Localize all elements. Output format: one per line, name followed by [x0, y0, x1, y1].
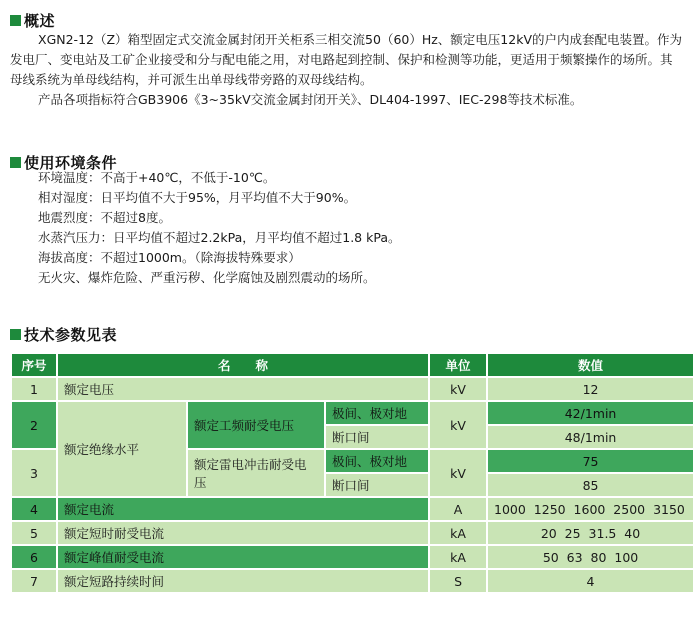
- row-name: 额定电压: [57, 377, 429, 401]
- spec-table: [10, 352, 695, 594]
- row-no: 6: [11, 545, 57, 569]
- row-unit: kV: [429, 377, 487, 401]
- row-unit: kA: [429, 545, 487, 569]
- overview-heading: [10, 10, 55, 31]
- row-value: 75: [487, 449, 694, 473]
- row-no: 1: [11, 377, 57, 401]
- header-no: 序号: [11, 353, 57, 377]
- overview-line-1: XGN2-12（Z）箱型固定式交流金属封闭开关柜系三相交流50（60）Hz、额定电压12kV的户内成套配电装置。作为: [38, 32, 683, 47]
- table-title: 技术参数见表: [24, 326, 118, 344]
- table-row: [11, 569, 694, 593]
- row-no: 2: [11, 401, 57, 449]
- table-row: [11, 545, 694, 569]
- row-no: 3: [11, 449, 57, 497]
- table-row: [11, 401, 694, 425]
- header-unit: 单位: [429, 353, 487, 377]
- env-seismic: 地震烈度：不超过8度。: [38, 210, 171, 225]
- bullet-square-icon: [10, 157, 21, 168]
- row-value: 85: [487, 473, 694, 497]
- header-value: 数值: [487, 353, 694, 377]
- row-value: 42/1min: [487, 401, 694, 425]
- break-label: 断口间: [325, 473, 429, 497]
- overview-line-2: 发电厂、变电站及工矿企业接受和分与配电能之用，对电路起到控制、保护和检测等功能，更适用于频繁操作的场所。其: [10, 52, 673, 67]
- row-value: 50 63 80 100: [487, 545, 694, 569]
- break-label: 断口间: [325, 425, 429, 449]
- row-value: 12: [487, 377, 694, 401]
- row-unit: A: [429, 497, 487, 521]
- table-row: [11, 497, 694, 521]
- env-hazard: 无火灾、爆炸危险、严重污秽、化学腐蚀及剧烈震动的场所。: [38, 270, 376, 285]
- table-heading: [10, 324, 117, 345]
- phase-ground-label: 极间、极对地: [325, 449, 429, 473]
- row-name: 额定短时耐受电流: [57, 521, 429, 545]
- bullet-square-icon: [10, 15, 21, 26]
- lightning-impulse-label: 额定雷电冲击耐受电压: [187, 449, 325, 497]
- env-humidity: 相对湿度：日平均值不大于95%，月平均值不大于90%。: [38, 190, 357, 205]
- table-row: [11, 521, 694, 545]
- header-name: 名 称: [57, 353, 429, 377]
- row-name: 额定短路持续时间: [57, 569, 429, 593]
- env-altitude: 海拔高度：不超过1000m。（除海拔特殊要求）: [38, 250, 301, 265]
- overview-line-3: 母线系统为单母线结构，并可派生出单母线带旁路的双母线结构。: [10, 72, 373, 87]
- row-no: 4: [11, 497, 57, 521]
- power-frequency-label: 额定工频耐受电压: [187, 401, 325, 449]
- env-temperature: 环境温度：不高于+40℃，不低于-10℃。: [38, 170, 276, 185]
- row-unit: kV: [429, 401, 487, 449]
- environment-title: 使用环境条件: [24, 154, 118, 172]
- bullet-square-icon: [10, 329, 21, 340]
- overview-line-4: 产品各项指标符合GB3906《3~35kV交流金属封闭开关》、DL404-1997、IEC-298等技术标准。: [38, 92, 583, 107]
- overview-title: 概述: [24, 12, 56, 30]
- row-name: 额定峰值耐受电流: [57, 545, 429, 569]
- row-unit: S: [429, 569, 487, 593]
- phase-ground-label: 极间、极对地: [325, 401, 429, 425]
- row-value: 4: [487, 569, 694, 593]
- row-value: 48/1min: [487, 425, 694, 449]
- table-header-row: [11, 353, 694, 377]
- row-unit: kA: [429, 521, 487, 545]
- row-no: 7: [11, 569, 57, 593]
- row-unit: kV: [429, 449, 487, 497]
- insulation-name: 额定绝缘水平: [57, 401, 187, 497]
- row-value: 1000 1250 1600 2500 3150: [487, 497, 694, 521]
- row-no: 5: [11, 521, 57, 545]
- row-value: 20 25 31.5 40: [487, 521, 694, 545]
- env-vapor-pressure: 水蒸汽压力：日平均值不超过2.2kPa，月平均值不超过1.8 kPa。: [38, 230, 401, 245]
- row-name: 额定电流: [57, 497, 429, 521]
- table-row: [11, 377, 694, 401]
